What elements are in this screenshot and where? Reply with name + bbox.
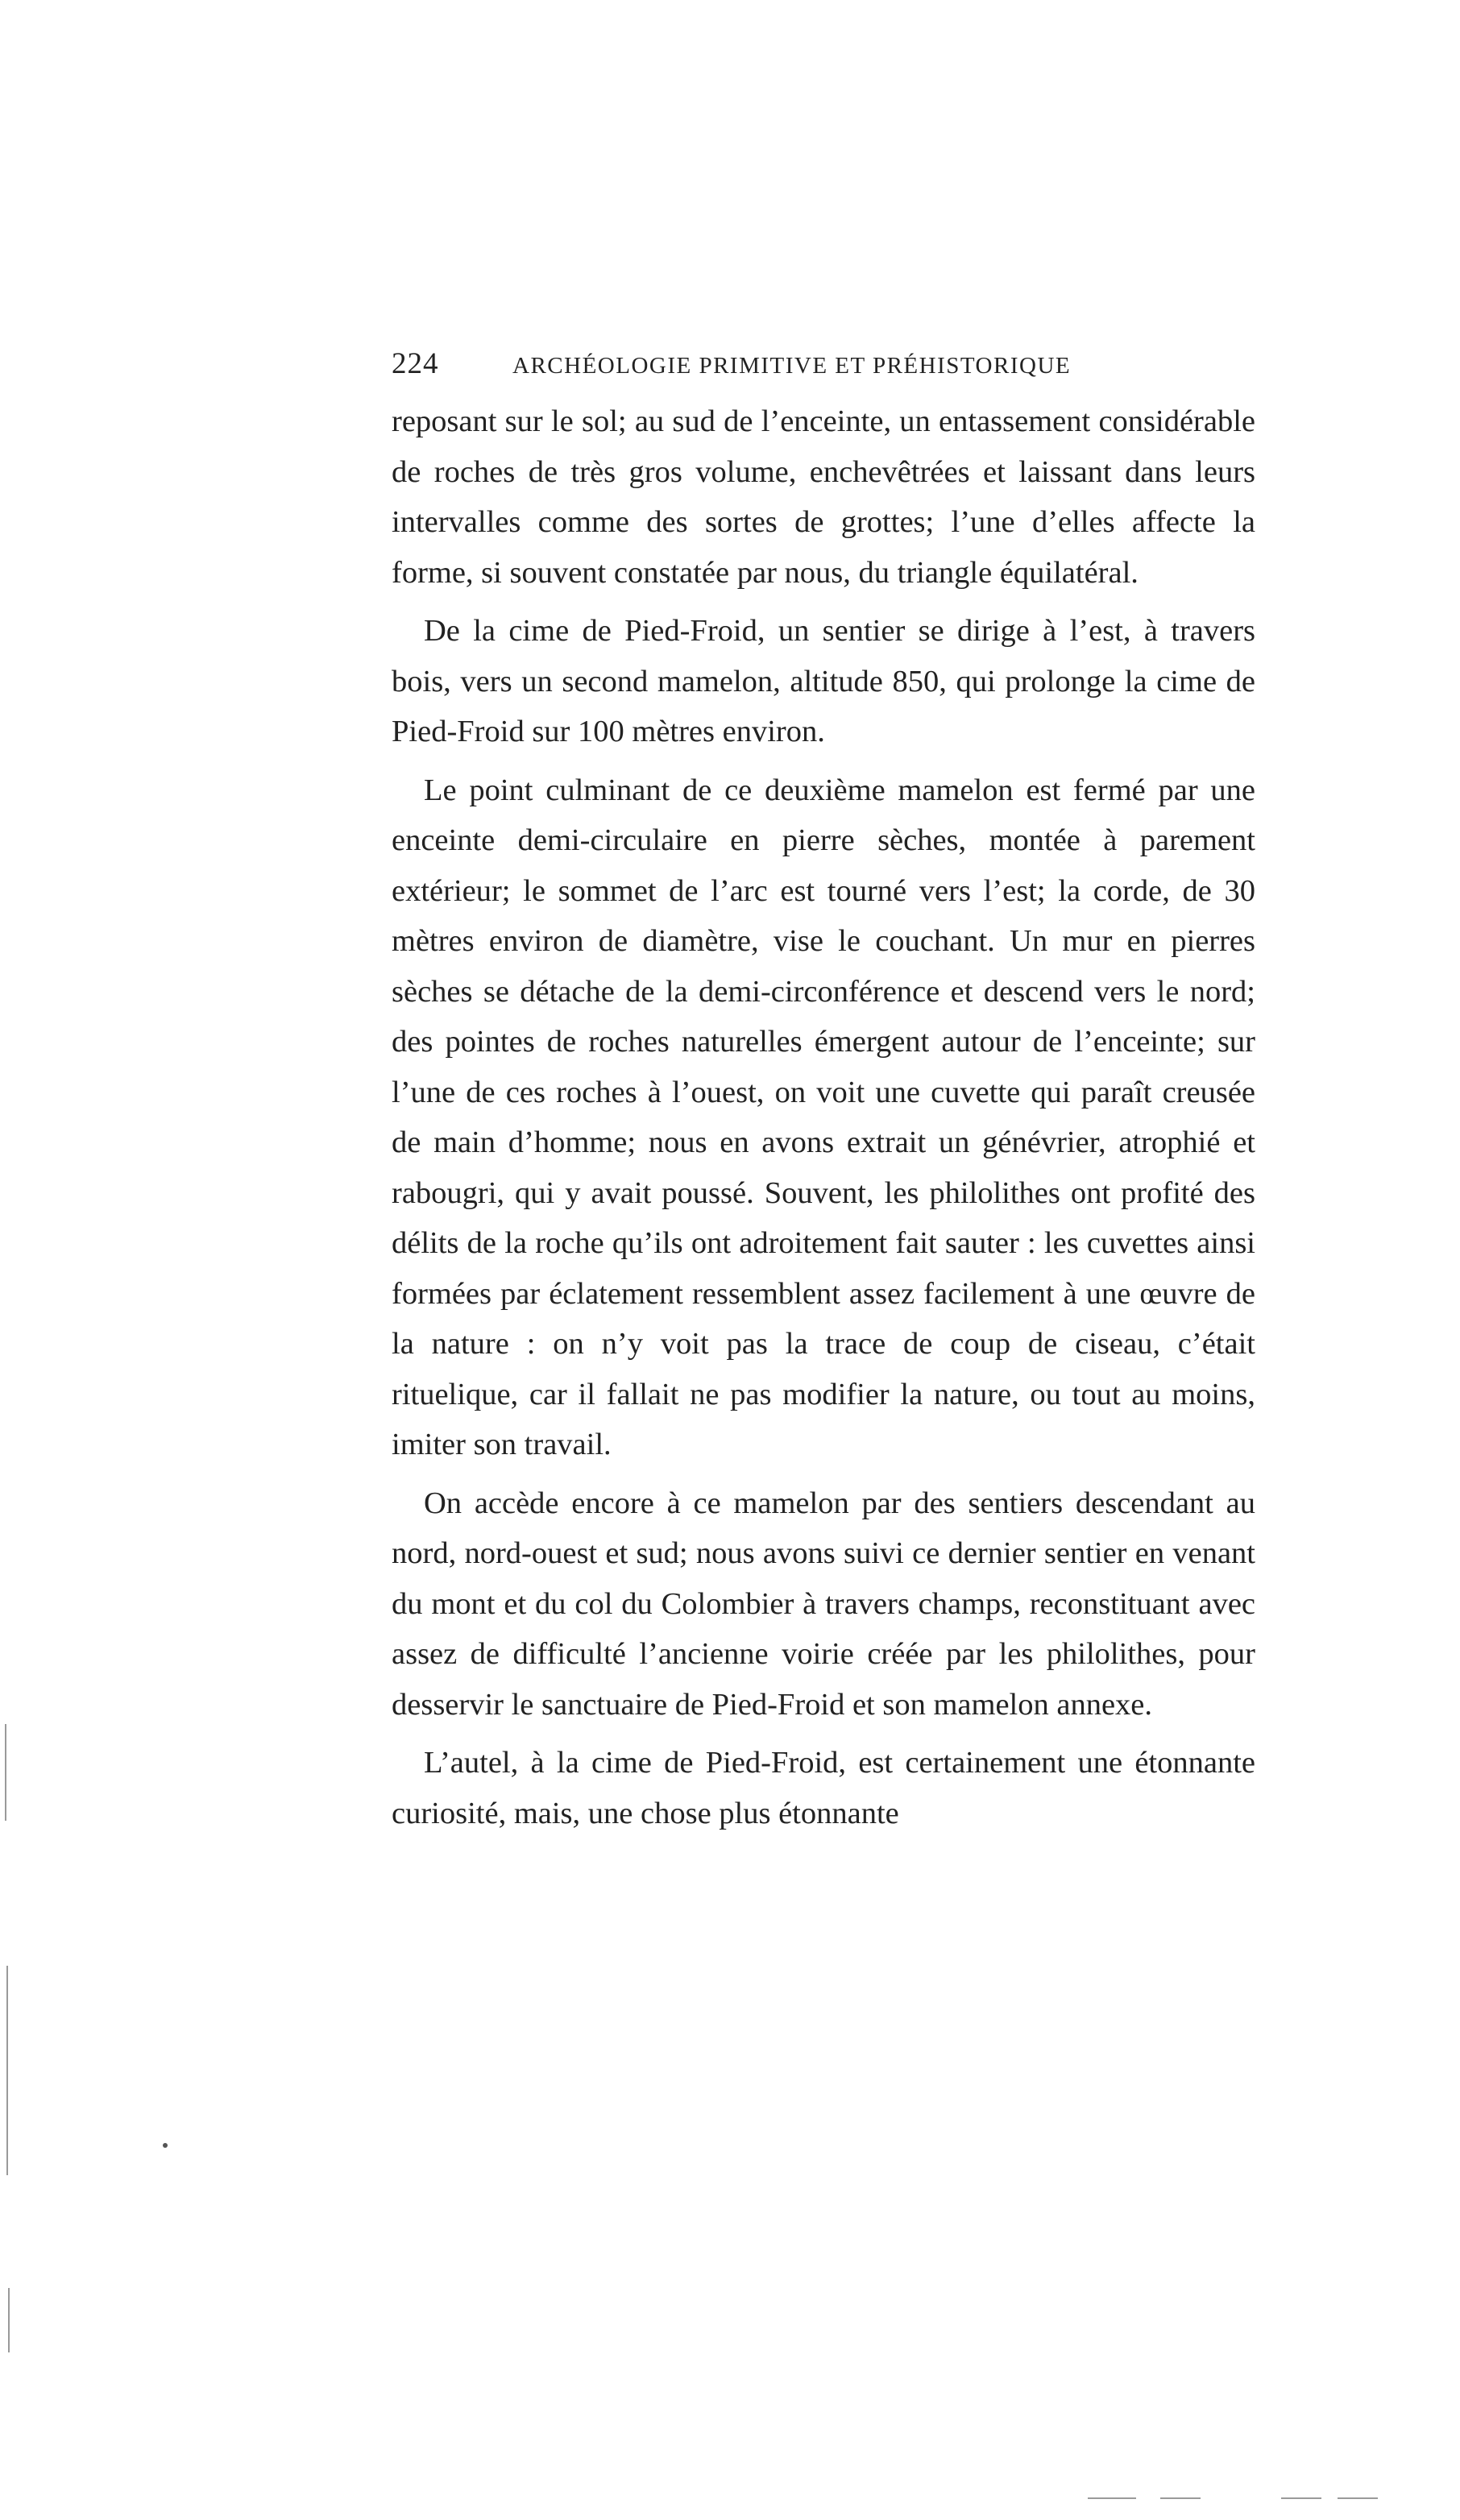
body-text (392, 396, 1255, 1838)
page-number: 224 (392, 347, 439, 380)
scan-edge-mark (163, 2143, 168, 2148)
scan-edge-mark (1281, 2497, 1321, 2499)
paragraph-1: reposant sur le sol; au sud de l’enceinte, un entassement considérable de roches de très gros volume, enchevêtrées et laissant dans leurs intervalles comme des sortes de grottes; l’une d’elles affecte la forme, si souvent constatée par nous, du triangle équilatéral. (392, 404, 1255, 590)
paragraph-2: De la cime de Pied-Froid, un sentier se dirige à l’est, à travers bois, vers un second mamelon, altitude 850, qui prolonge la cime de Pied-Froid sur 100 mètres environ. (392, 614, 1255, 748)
scan-edge-mark (8, 2288, 10, 2352)
paragraph-3: Le point culminant de ce deuxième mamelon est fermé par une enceinte demi-circulaire en pierre sèches, montée à parement extérieur; le sommet de l’arc est tourné vers l’est; la corde, de 30 mètres environ de diamètre, vise le couchant. Un mur en pierres sèches se détache de la demi-circonférence et descend vers le nord; des pointes de roches naturelles émergent autour de l’enceinte; sur l’une de ces roches à l’ouest, on voit une cuvette qui paraît creusée de main d’homme; nous en avons extrait un génévrier, atrophié et rabougri, qui y avait poussé. Souvent, les philolithes ont profité des délits de la roche qu’ils ont adroitement fait sauter : les cuvettes ainsi formées par éclatement ressemblent assez facilement à une œuvre de la nature : on n’y voit pas la trace de coup de ciseau, c’était rituelique, car il fallait ne pas modifier la nature, ou tout au moins, imiter son travail. (392, 773, 1255, 1461)
paragraph-4: On accède encore à ce mamelon par des sentiers descendant au nord, nord-ouest et sud; nous avons suivi ce dernier sentier en venant du mont et du col du Colombier à travers champs, reconstituant avec assez de difficulté l’ancienne voirie créée par les philolithes, pour desservir le sanctuaire de Pied-Froid et son mamelon annexe. (392, 1486, 1255, 1722)
running-header (392, 346, 1255, 382)
scan-edge-mark (1088, 2497, 1136, 2499)
book-page (392, 346, 1255, 1838)
paragraph-5: L’autel, à la cime de Pied-Froid, est certainement une étonnante curiosité, mais, une chose plus étonnante (392, 1746, 1255, 1830)
scan-edge-mark (1338, 2497, 1378, 2499)
scan-edge-mark (6, 1966, 8, 2175)
scan-edge-mark (5, 1724, 6, 1821)
running-title: ARCHÉOLOGIE PRIMITIVE ET PRÉHISTORIQUE (512, 353, 1072, 379)
scan-edge-mark (1160, 2497, 1201, 2499)
